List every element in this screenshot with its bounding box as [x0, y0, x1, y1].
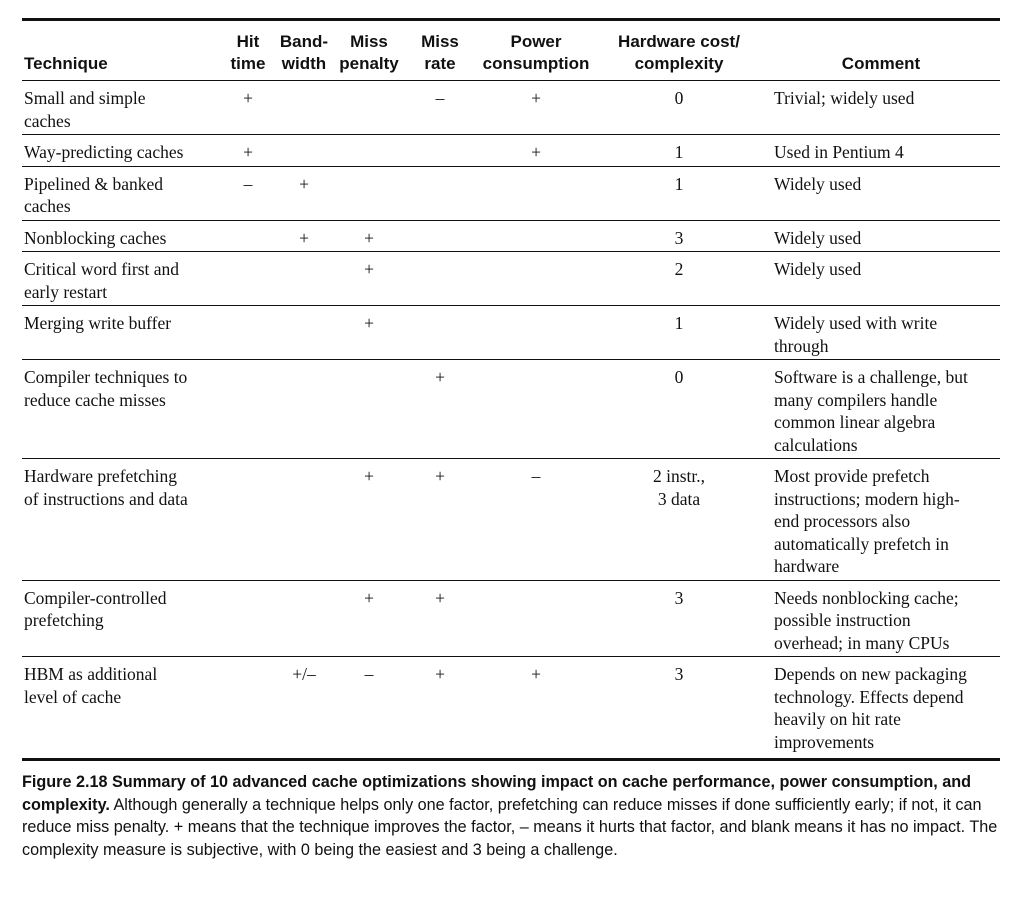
cell-hit-time: +	[222, 135, 274, 167]
caption-lead: Figure 2.18 Summary of 10 advanced cache optimizations showing impact on cache performance, power consumption, and complexity.	[22, 773, 971, 814]
table-row	[22, 580, 1000, 657]
cell-technique: Nonblocking caches	[22, 220, 222, 252]
table-row	[22, 166, 1000, 220]
cell-hw-cost: 0	[596, 360, 762, 459]
header-row	[22, 21, 1000, 81]
table-row	[22, 459, 1000, 581]
cell-bandwidth	[274, 360, 334, 459]
table-row	[22, 657, 1000, 756]
cell-miss-rate	[404, 135, 476, 167]
cell-technique: Compiler-controlled prefetching	[22, 580, 222, 657]
cell-power	[476, 252, 596, 306]
cell-miss-rate: +	[435, 664, 445, 684]
figure	[22, 18, 1000, 861]
header-hw-cost: Hardware cost/ complexity	[596, 21, 762, 81]
table-body	[22, 81, 1000, 756]
cell-power	[476, 166, 596, 220]
cell-power: +	[531, 664, 541, 684]
cell-power	[476, 360, 596, 459]
cell-hw-cost: 2 instr., 3 data	[596, 459, 762, 581]
cell-bandwidth: +	[274, 166, 334, 220]
cell-hw-cost: 3	[596, 220, 762, 252]
cell-hw-cost: 1	[596, 166, 762, 220]
cell-comment: Needs nonblocking cache; possible instruction overhead; in many CPUs	[762, 580, 1000, 657]
table-row	[22, 220, 1000, 252]
cell-comment: Software is a challenge, but many compilers handle common linear algebra calculations	[762, 360, 1000, 459]
cell-comment: Widely used	[762, 166, 1000, 220]
cell-miss-rate: +	[404, 459, 476, 581]
cell-bandwidth	[274, 81, 334, 135]
cell-power: +	[476, 135, 596, 167]
cell-miss-penalty	[334, 166, 404, 220]
cell-miss-penalty: +	[334, 306, 404, 360]
cell-hit-time	[222, 360, 274, 459]
cell-comment: Widely used	[762, 220, 1000, 252]
cell-bandwidth	[274, 459, 334, 581]
cell-comment: Widely used	[762, 252, 1000, 306]
table-row	[22, 135, 1000, 167]
cell-hw-cost: 3	[596, 580, 762, 657]
cell-miss-penalty	[334, 135, 404, 167]
cell-comment: Depends on new packaging technology. Effects depend heavily on hit rate improvements	[774, 664, 967, 752]
cell-miss-penalty: –	[364, 664, 374, 684]
header-miss-rate: Miss rate	[404, 21, 476, 81]
header-hit-time: Hit time	[222, 21, 274, 81]
cell-miss-rate: –	[404, 81, 476, 135]
cell-miss-penalty	[334, 360, 404, 459]
cell-power: +	[476, 81, 596, 135]
cell-comment: Widely used with write through	[762, 306, 1000, 360]
figure-caption	[22, 771, 1002, 861]
cell-hit-time	[222, 580, 274, 657]
cell-miss-rate	[404, 220, 476, 252]
cell-technique: Pipelined & banked caches	[22, 166, 222, 220]
cell-hit-time: –	[222, 166, 274, 220]
cell-miss-rate: +	[404, 360, 476, 459]
table-row	[22, 306, 1000, 360]
cell-hw-cost: 3	[674, 664, 684, 684]
cell-bandwidth	[274, 135, 334, 167]
cell-technique: HBM as additional level of cache	[24, 664, 158, 707]
header-bandwidth: Band- width	[274, 21, 334, 81]
cell-bandwidth	[274, 252, 334, 306]
cell-miss-rate	[404, 252, 476, 306]
cell-hit-time: +	[222, 81, 274, 135]
cell-hw-cost: 0	[596, 81, 762, 135]
cell-technique: Compiler techniques to reduce cache misses	[22, 360, 222, 459]
cell-technique: Merging write buffer	[22, 306, 222, 360]
table-row	[22, 360, 1000, 459]
cell-miss-penalty: +	[334, 459, 404, 581]
cell-bandwidth: +/–	[292, 664, 316, 684]
cell-technique: Small and simple caches	[22, 81, 222, 135]
cell-hit-time	[222, 252, 274, 306]
cell-power	[476, 580, 596, 657]
cell-technique: Critical word first and early restart	[22, 252, 222, 306]
cell-power: –	[476, 459, 596, 581]
cell-hw-cost: 1	[596, 306, 762, 360]
header-comment: Comment	[762, 21, 1000, 81]
cell-comment: Used in Pentium 4	[762, 135, 1000, 167]
cell-miss-penalty	[334, 81, 404, 135]
cell-hw-cost: 1	[596, 135, 762, 167]
cell-miss-penalty: +	[334, 220, 404, 252]
cell-comment: Most provide prefetch instructions; modern high- end processors also automatically prefetch in hardware	[762, 459, 1000, 581]
cell-comment: Trivial; widely used	[762, 81, 1000, 135]
cell-hit-time	[222, 657, 274, 756]
cell-power	[476, 306, 596, 360]
cell-hw-cost: 2	[596, 252, 762, 306]
header-power: Power consumption	[476, 21, 596, 81]
cell-miss-rate: +	[404, 580, 476, 657]
cell-hit-time	[222, 306, 274, 360]
caption-body: Although generally a technique helps only one factor, prefetching can reduce misses if done sufficiently early; if not, it can reduce miss penalty. + means that the technique improves the factor, – means it hurts that factor, and blank means it has no impact. The complexity measure is subjective, with 0 being the easiest and 3 being a challenge.	[22, 795, 998, 859]
header-miss-penalty: Miss penalty	[334, 21, 404, 81]
cell-miss-penalty: +	[334, 580, 404, 657]
cell-technique: Hardware prefetching of instructions and data	[22, 459, 222, 581]
cell-miss-penalty: +	[334, 252, 404, 306]
cell-bandwidth: +	[274, 220, 334, 252]
table-row	[22, 81, 1000, 135]
cell-miss-rate	[404, 166, 476, 220]
table-row	[22, 252, 1000, 306]
optimization-table	[22, 21, 1000, 755]
header-technique: Technique	[22, 21, 222, 81]
table-bottom-rule	[22, 758, 1000, 761]
cell-hit-time	[222, 220, 274, 252]
cell-miss-rate	[404, 306, 476, 360]
cell-hit-time	[222, 459, 274, 581]
cell-technique: Way-predicting caches	[22, 135, 222, 167]
cell-power	[476, 220, 596, 252]
cell-bandwidth	[274, 580, 334, 657]
cell-bandwidth	[274, 306, 334, 360]
